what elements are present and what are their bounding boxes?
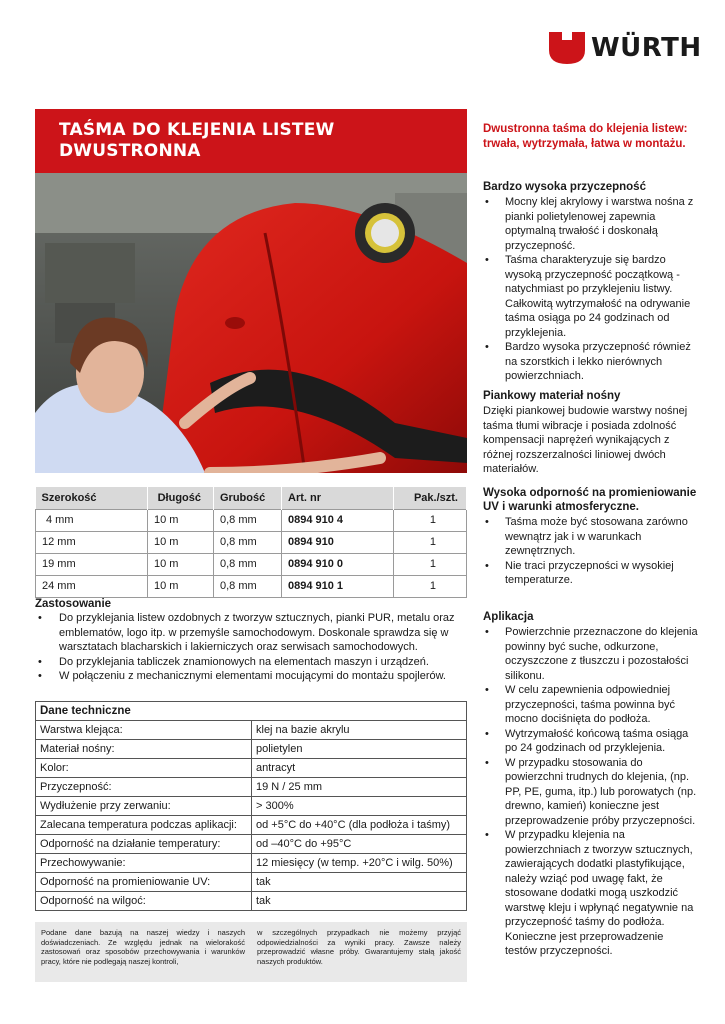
application-list — [35, 611, 467, 684]
tech-value: klej na bazie akrylu — [252, 721, 467, 740]
uv-list — [483, 515, 698, 588]
list-item: • Do przyklejania listew ozdobnych z tworzyw sztucznych, pianki PUR, metalu oraz emblematów, logo itp. w przemyśle samochodowym. Doskonale sprawdza się w warsztatach blacharskich i lakierniczych oraz serwisach samochodowych. — [35, 611, 467, 655]
cell-width: 4 mm — [36, 509, 148, 531]
list-item: • Powierzchnie przeznaczone do klejenia powinny być suche, odkurzone, oczyszczone z tłuszczu i pozostałości silikonu. — [483, 625, 698, 683]
uv-section — [483, 486, 698, 588]
tech-value: tak — [252, 873, 467, 892]
tech-value: polietylen — [252, 740, 467, 759]
col-thickness: Grubość — [214, 487, 282, 509]
product-photo-illustration — [35, 173, 467, 473]
cell-width: 24 mm — [36, 575, 148, 597]
application-instructions-section — [483, 610, 698, 959]
table-row — [36, 873, 467, 892]
tech-label: Przyczepność: — [36, 778, 252, 797]
table-row — [36, 531, 467, 553]
col-art-nr: Art. nr — [282, 487, 394, 509]
tech-data-heading: Dane techniczne — [36, 702, 467, 721]
tech-label: Wydłużenie przy zerwaniu: — [36, 797, 252, 816]
table-row — [36, 740, 467, 759]
application-heading: Zastosowanie — [35, 598, 112, 610]
application-section — [35, 598, 467, 684]
table-row — [36, 778, 467, 797]
tech-label: Materiał nośny: — [36, 740, 252, 759]
tech-value: antracyt — [252, 759, 467, 778]
cell-width: 12 mm — [36, 531, 148, 553]
col-width: Szerokość — [36, 487, 148, 509]
cell-length: 10 m — [148, 531, 214, 553]
tech-label: Odporność na wilgoć: — [36, 892, 252, 911]
tech-value: 12 miesięcy (w temp. +20°C i wilg. 50%) — [252, 854, 467, 873]
tech-label: Odporność na działanie temperatury: — [36, 835, 252, 854]
list-item: • Wytrzymałość końcową taśma osiąga po 24 godzinach od przyklejenia. — [483, 727, 698, 756]
disclaimer-left: Podane dane bazują na naszej wiedzy i naszych doświadczeniach. Ze względu jednak na wielorakość zastosowań oraz sposobów przechowywania i warunków pracy, które nie podlegają naszej kontroli, — [41, 928, 245, 966]
list-item: • Taśma może być stosowana zarówno wewnątrz jak i w warunkach zewnętrznych. — [483, 515, 698, 559]
application-instructions-list — [483, 625, 698, 959]
col-length: Długość — [148, 487, 214, 509]
tech-label: Warstwa klejąca: — [36, 721, 252, 740]
cell-pack: 1 — [394, 531, 467, 553]
tech-value: > 300% — [252, 797, 467, 816]
cell-art-nr: 0894 910 1 — [282, 575, 394, 597]
tech-data-table — [35, 701, 467, 911]
foam-heading: Piankowy materiał nośny — [483, 390, 621, 402]
list-item: • W przypadku klejenia na powierzchniach z tworzyw sztucznych, zawierających dodatki plastyfikujące, należy wziąć pod uwagę fakt, że stosowane dodatki mogą uszkodzić warstwę kleju i wpłynąć negatywnie na przyczepność taśmy do podłoża. Konieczne jest przeprowadzenie testów przyczepności. — [483, 828, 698, 959]
tech-label: Przechowywanie: — [36, 854, 252, 873]
application-instructions-heading: Aplikacja — [483, 611, 534, 623]
cell-thickness: 0,8 mm — [214, 509, 282, 531]
adhesion-heading: Bardzo wysoka przyczepność — [483, 181, 646, 193]
uv-heading: Wysoka odporność na promieniowanie UV i warunki atmosferyczne. — [483, 487, 697, 513]
table-row — [36, 509, 467, 531]
tech-label: Kolor: — [36, 759, 252, 778]
lead-text: Dwustronna taśma do klejenia listew: trwała, wytrzymała, łatwa w montażu. — [483, 123, 688, 150]
foam-section — [483, 389, 698, 477]
list-item: • Mocny klej akrylowy i warstwa nośna z pianki polietylenowej zapewnia optymalną trwałość i doskonałą przyczepność. — [483, 195, 698, 253]
adhesion-list — [483, 195, 698, 384]
list-item: • Bardzo wysoka przyczepność również na szorstkich i lekko nierównych powierzchniach. — [483, 340, 698, 384]
list-item: • Nie traci przyczepności w wysokiej temperaturze. — [483, 559, 698, 588]
tech-value: od +5°C do +40°C (dla podłoża i taśmy) — [252, 816, 467, 835]
cell-thickness: 0,8 mm — [214, 531, 282, 553]
cell-pack: 1 — [394, 553, 467, 575]
sizes-table-header — [36, 487, 467, 509]
table-row — [36, 816, 467, 835]
cell-art-nr: 0894 910 0 — [282, 553, 394, 575]
page-title-line-1: TAŚMA DO KLEJENIA LISTEW — [59, 120, 335, 140]
foam-text: Dzięki piankowej budowie warstwy nośnej taśma tłumi wibracje i posiada zdolność kompensacji naprężeń wynikających z różnej rozszerzalności liniowej dwóch materiałów. — [483, 405, 688, 475]
tech-label: Zalecana temperatura podczas aplikacji: — [36, 816, 252, 835]
table-row — [36, 575, 467, 597]
disclaimer-right: w szczególnych przypadkach nie możemy przyjąć odpowiedzialności za wyniki pracy. Zawsze należy przeprowadzić własne próby. Gwarantujemy stałą jakość naszych produktów. — [257, 928, 461, 966]
product-photo — [35, 173, 467, 473]
cell-pack: 1 — [394, 509, 467, 531]
cell-length: 10 m — [148, 553, 214, 575]
brand-name: WÜRTH — [591, 33, 702, 63]
table-row — [36, 854, 467, 873]
table-row — [36, 892, 467, 911]
list-item: • Taśma charakteryzuje się bardzo wysoką przyczepność początkową - natychmiast po przyklejeniu listwy. Całkowitą wytrzymałość na odrywanie taśma osiąga po 24 godzinach od przyklejenia. — [483, 253, 698, 340]
tech-value: od –40°C do +95°C — [252, 835, 467, 854]
cell-thickness: 0,8 mm — [214, 575, 282, 597]
cell-art-nr: 0894 910 4 — [282, 509, 394, 531]
cell-art-nr: 0894 910 — [282, 531, 394, 553]
adhesion-section — [483, 180, 698, 384]
wurth-logo-icon — [549, 30, 585, 66]
tech-value: 19 N / 25 mm — [252, 778, 467, 797]
cell-length: 10 m — [148, 575, 214, 597]
table-row — [36, 797, 467, 816]
sizes-table — [35, 487, 467, 598]
list-item: • W celu zapewnienia odpowiedniej przyczepności, taśma powinna być mocno dociśnięta do podłoża. — [483, 683, 698, 727]
tech-value: tak — [252, 892, 467, 911]
list-item: • Do przyklejania tabliczek znamionowych na elementach maszyn i urządzeń. — [35, 655, 467, 670]
table-row — [36, 721, 467, 740]
wurth-logo — [549, 30, 702, 66]
table-row — [36, 835, 467, 854]
title-banner — [35, 109, 467, 173]
tech-label: Odporność na promieniowanie UV: — [36, 873, 252, 892]
cell-thickness: 0,8 mm — [214, 553, 282, 575]
col-pack: Pak./szt. — [394, 487, 467, 509]
disclaimer — [35, 922, 467, 982]
list-item: • W przypadku stosowania do powierzchni trudnych do klejenia, (np. PP, PE, guma, itp.) lub porowatych (np. drewno, kamień) konieczne jest przeprowadzenie próby przyczepności. — [483, 756, 698, 829]
cell-width: 19 mm — [36, 553, 148, 575]
table-row — [36, 553, 467, 575]
cell-length: 10 m — [148, 509, 214, 531]
table-row — [36, 759, 467, 778]
tech-data-header — [36, 702, 467, 721]
cell-pack: 1 — [394, 575, 467, 597]
list-item: • W połączeniu z mechanicznymi elementami mocującymi do montażu spojlerów. — [35, 669, 467, 684]
page-title-line-2: DWUSTRONNA — [59, 141, 201, 161]
